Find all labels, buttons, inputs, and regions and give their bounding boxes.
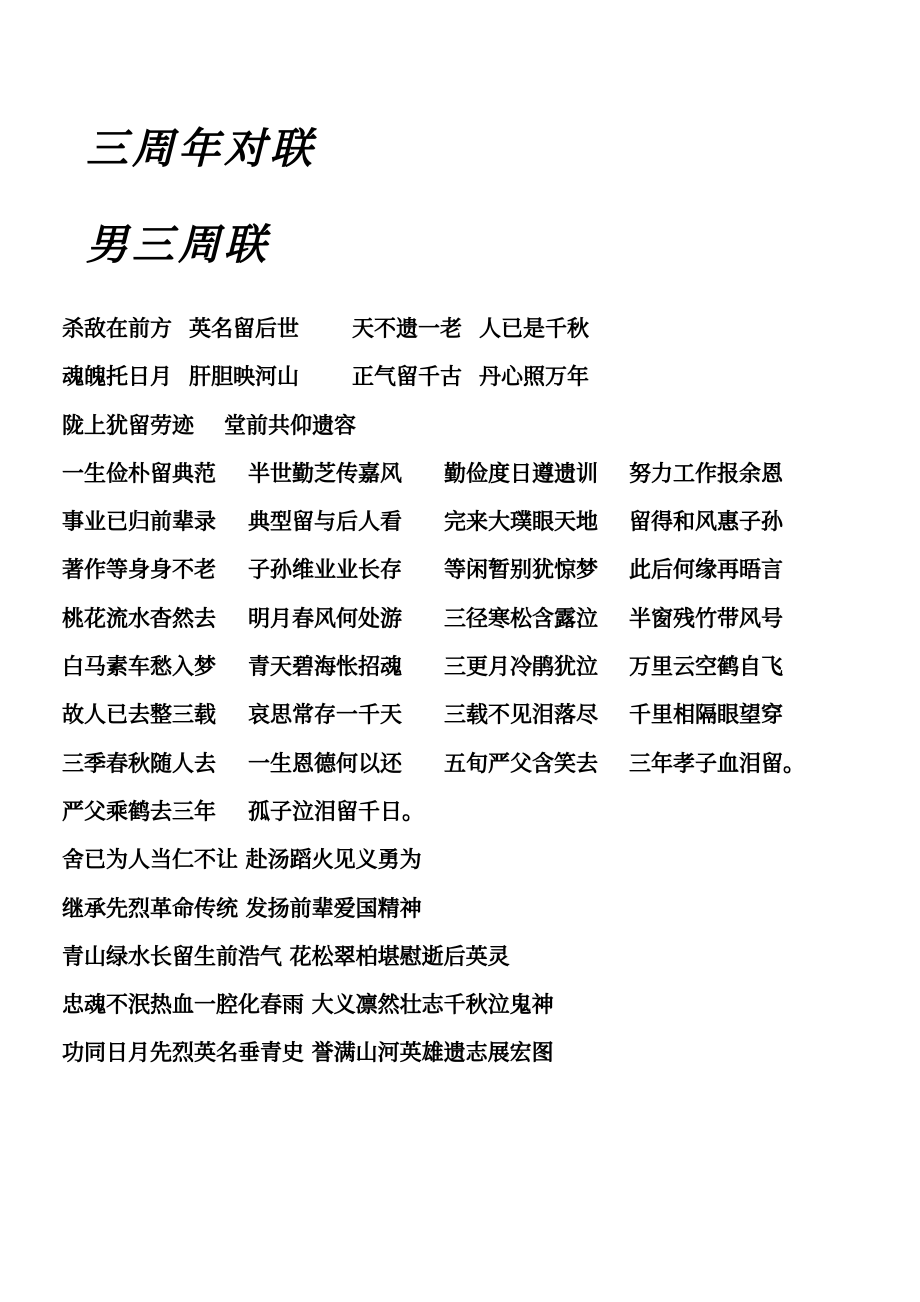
couplet-phrase: 堂前共仰遗容 — [224, 413, 357, 439]
couplet-line — [62, 692, 912, 740]
couplet-line — [62, 354, 912, 402]
couplet-line — [62, 547, 912, 595]
couplet-line — [62, 741, 912, 789]
couplet-phrase: 杀敌在前方 — [62, 317, 173, 342]
couplet-phrase: 留得和风惠子孙 — [629, 510, 784, 536]
couplet-phrase: 忠魂不泯热血一腔化春雨 大义凛然壮志千秋泣鬼神 — [62, 993, 554, 1019]
couplet-phrase: 英名留后世 — [189, 317, 300, 342]
couplet-phrase: 舍已为人当仁不让 赴汤蹈火见义勇为 — [62, 848, 422, 874]
couplet-phrase: 努力工作报余恩 — [629, 461, 784, 487]
couplet-phrase: 功同日月先烈英名垂青史 誉满山河英雄遗志展宏图 — [62, 1041, 554, 1067]
couplet-phrase: 桃花流水杳然去 — [62, 606, 217, 632]
couplet-line — [62, 886, 912, 934]
couplet-phrase: 完来大璞眼天地 — [444, 510, 599, 536]
couplet-phrase: 三年孝子血泪留。 — [629, 751, 806, 777]
couplet-line — [62, 934, 912, 982]
couplet-phrase: 千里相隔眼望穿 — [629, 703, 784, 729]
couplet-phrase: 五旬严父含笑去 — [444, 751, 599, 777]
couplet-phrase: 子孙维业业长存 — [248, 558, 403, 584]
couplet-phrase: 丹心照万年 — [479, 365, 590, 391]
couplet-phrase: 此后何缘再晤言 — [629, 558, 784, 584]
couplet-list — [62, 306, 912, 1079]
couplet-phrase: 万里云空鹤自飞 — [629, 655, 784, 681]
couplet-line — [62, 1030, 912, 1078]
couplet-phrase: 人已是千秋 — [479, 317, 590, 342]
couplet-phrase: 严父乘鹤去三年 — [62, 799, 217, 825]
couplet-phrase: 勤俭度日遵遗训 — [444, 461, 599, 487]
couplet-line — [62, 837, 912, 885]
couplet-line — [62, 306, 912, 354]
couplet-phrase: 正气留千古 — [352, 365, 463, 391]
page-subtitle: 男三周联 — [86, 220, 271, 269]
couplet-phrase: 三更月冷鹃犹泣 — [444, 655, 599, 681]
couplet-phrase: 明月春风何处游 — [248, 606, 403, 632]
couplet-line — [62, 403, 912, 451]
couplet-phrase: 三载不见泪落尽 — [444, 703, 599, 729]
couplet-phrase: 三季春秋随人去 — [62, 751, 217, 777]
page-title: 三周年对联 — [86, 124, 317, 173]
couplet-phrase: 青山绿水长留生前浩气 花松翠柏堪慰逝后英灵 — [62, 944, 510, 970]
couplet-phrase: 一生恩德何以还 — [248, 751, 403, 777]
couplet-line — [62, 451, 912, 499]
couplet-phrase: 孤子泣泪留千日。 — [248, 799, 425, 825]
couplet-phrase: 魂魄托日月 — [62, 365, 173, 391]
couplet-phrase: 三径寒松含露泣 — [444, 606, 599, 632]
couplet-line — [62, 644, 912, 692]
couplet-line — [62, 982, 912, 1030]
couplet-line — [62, 499, 912, 547]
couplet-phrase: 青天碧海怅招魂 — [248, 655, 403, 681]
couplet-phrase: 继承先烈革命传统 发扬前辈爱国精神 — [62, 896, 422, 922]
couplet-phrase: 陇上犹留劳迹 — [62, 413, 195, 439]
couplet-phrase: 哀思常存一千天 — [248, 703, 403, 729]
couplet-phrase: 半世勤芝传嘉风 — [248, 461, 403, 487]
couplet-line — [62, 789, 912, 837]
couplet-phrase: 一生俭朴留典范 — [62, 461, 217, 487]
couplet-phrase: 天不遗一老 — [352, 317, 463, 342]
couplet-phrase: 等闲暂别犹惊梦 — [444, 558, 599, 584]
couplet-line — [62, 596, 912, 644]
couplet-phrase: 故人已去整三载 — [62, 703, 217, 729]
couplet-phrase: 典型留与后人看 — [248, 510, 403, 536]
couplet-phrase: 事业已归前辈录 — [62, 510, 217, 536]
couplet-phrase: 白马素车愁入梦 — [62, 655, 217, 681]
couplet-phrase: 著作等身身不老 — [62, 558, 217, 584]
couplet-phrase: 肝胆映河山 — [189, 365, 300, 391]
couplet-phrase: 半窗残竹带风号 — [629, 606, 784, 632]
